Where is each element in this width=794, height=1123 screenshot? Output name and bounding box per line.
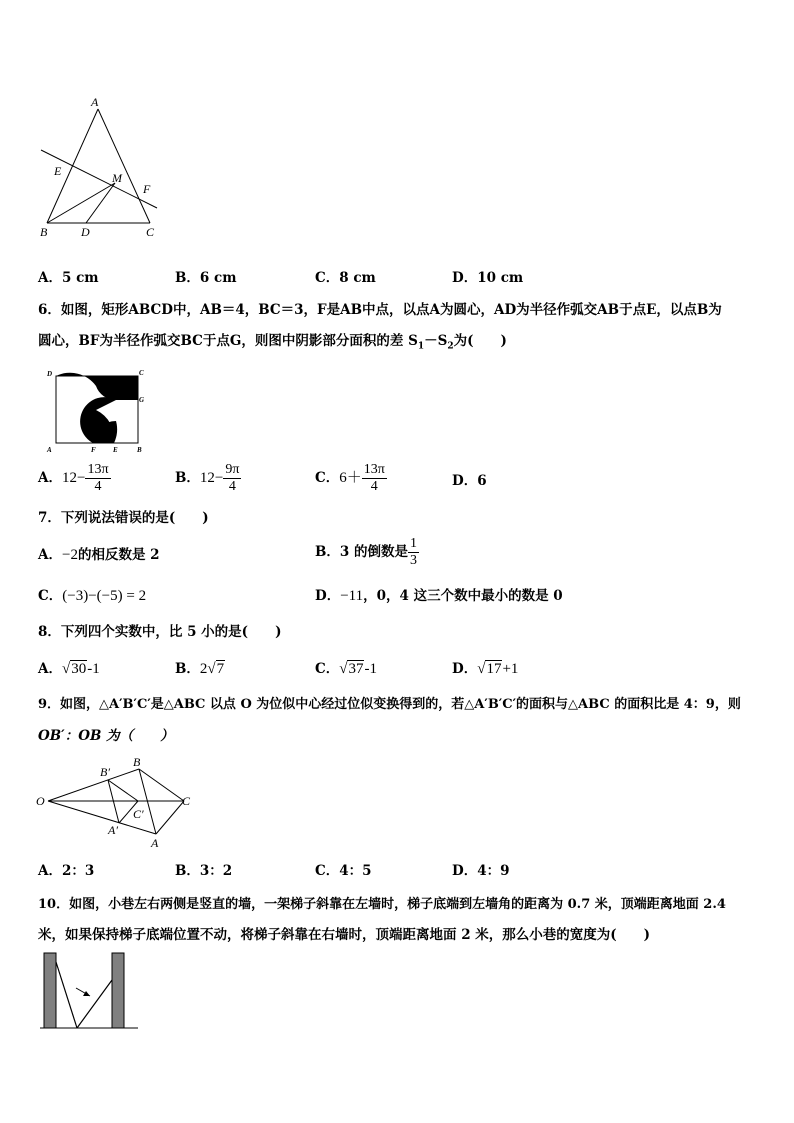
q6-stem-line1: 6．如图，矩形ABCD中，AB＝4，BC＝3，F是AB中点，以点A为圆心，AD为半径作弧交AB于点E，以点B为 [38, 302, 722, 318]
q9-homothety-figure [32, 752, 200, 852]
q6-option-a[interactable] [38, 462, 111, 495]
q6-option-b-label: B． [175, 470, 200, 486]
q5-label-a: A [91, 95, 99, 109]
q6-stem-line2-b: －S [424, 333, 448, 349]
q6-label-f: F [91, 446, 96, 454]
q7-option-a-math: −2 [61, 547, 78, 563]
q8-option-c-sqrt: √37 [339, 661, 364, 677]
q8-option-a-tail: -1 [87, 661, 100, 677]
q8-option-d[interactable] [452, 659, 518, 679]
q8-option-c-label: C． [315, 661, 340, 677]
q6-option-a-label: A． [38, 470, 62, 486]
q6-option-c-pre: 6＋ [339, 470, 362, 486]
q6-rectangle-figure [42, 366, 152, 456]
q6-option-b-pre: 12− [199, 470, 224, 486]
q6-option-c-fraction [362, 462, 387, 495]
q7-option-c-math: (−3)−(−5) = 2 [62, 588, 147, 604]
q8-option-b-pre: 2 [199, 661, 208, 677]
q7-option-b-fraction [408, 536, 419, 569]
q9-stem-line1: 9．如图，△A′B′C′是△ABC 以点 O 为位似中心经过位似变换得到的，若△A′B′C′的面积与△ABC 的面积比是 4：9，则 [38, 697, 741, 712]
q8-option-a[interactable] [38, 659, 100, 679]
q9-label-b-prime: B′ [100, 765, 110, 779]
q6-option-a-pre: 12− [61, 470, 86, 486]
q7-option-c[interactable] [38, 586, 146, 606]
q9-option-c[interactable]: C．4：5 [315, 863, 372, 879]
q6-sub1: 1 [417, 341, 425, 352]
q9-label-o: O [36, 794, 45, 808]
q9-option-a[interactable]: A．2：3 [38, 863, 95, 879]
q6-stem-line2-c: 为( ) [453, 333, 507, 349]
q8-option-c-radicand: 37 [348, 661, 364, 677]
q8-option-a-sqrt: √30 [61, 661, 87, 677]
q8-stem: 8．下列四个实数中，比 5 小的是( ) [38, 624, 282, 640]
q10-stem-line2: 米，如果保持梯子底端位置不动，将梯子斜靠在右墙时，顶端距离地面 2 米，那么小巷的宽度为( ) [38, 927, 651, 943]
q5-option-d[interactable]: D．10 cm [452, 270, 524, 286]
q6-label-e: E [113, 446, 118, 454]
q6-option-a-fraction [85, 462, 110, 495]
q7-option-b[interactable] [315, 536, 419, 569]
q7-option-b-text: B．3 的倒数是 [315, 544, 409, 560]
q7-option-a[interactable] [38, 545, 160, 565]
q6-option-c-den: 4 [370, 479, 378, 494]
q6-option-b[interactable] [175, 462, 241, 495]
q5-option-b[interactable]: B．6 cm [175, 270, 237, 286]
q7-option-a-label: A． [38, 547, 62, 563]
q6-option-c[interactable] [315, 462, 387, 495]
q5-label-e: E [54, 164, 62, 178]
q5-label-f: F [143, 182, 151, 196]
q6-option-c-num: 13π [363, 462, 385, 477]
q6-label-c: C [139, 369, 144, 377]
q6-option-d[interactable]: D．6 [452, 473, 487, 489]
q6-option-b-fraction [223, 462, 241, 495]
q6-option-c-label: C． [315, 470, 340, 486]
q6-stem-line2-a: 圆心，BF为半径作弧交BC于点G，则图中阴影部分面积的差 S [38, 333, 418, 349]
q8-option-d-tail: +1 [502, 661, 519, 677]
q8-option-a-label: A． [38, 661, 62, 677]
q6-stem-line2 [38, 331, 507, 357]
q8-option-c[interactable] [315, 659, 377, 679]
q6-sub2: 2 [447, 341, 454, 352]
q8-option-b-sqrt: √7 [207, 661, 225, 677]
q9-label-c-prime: C′ [133, 807, 144, 821]
q7-stem: 7．下列说法错误的是( ) [38, 510, 209, 526]
q7-option-d-label: D． [315, 588, 341, 604]
q9-label-a: A [151, 836, 159, 850]
q6-label-a: A [47, 446, 52, 454]
q5-option-a[interactable]: A．5 cm [38, 270, 99, 286]
q7-option-d-math: −11 [340, 588, 364, 604]
q10-stem-line1: 10．如图，小巷左右两侧是竖直的墙，一架梯子斜靠在左墙时，梯子底端到左墙角的距离为 0.7 米，顶端距离地面 2.4 [38, 897, 726, 912]
q5-label-b: B [40, 225, 48, 239]
q8-option-b-radicand: 7 [216, 661, 225, 677]
q8-option-c-tail: -1 [364, 661, 377, 677]
q5-label-c: C [146, 225, 155, 239]
q6-label-b: B [137, 446, 142, 454]
q7-option-d-text: ，0，4 这三个数中最小的数是 0 [363, 588, 563, 604]
q7-option-a-text: 的相反数是 2 [77, 547, 160, 563]
q8-option-d-sqrt: √17 [477, 661, 502, 677]
q5-option-c[interactable]: C．8 cm [315, 270, 376, 286]
q6-option-b-num: 9π [225, 462, 240, 477]
q10-alley-figure [38, 950, 143, 1032]
q8-option-a-radicand: 30 [71, 661, 87, 677]
q8-option-d-radicand: 17 [486, 661, 502, 677]
q7-option-c-label: C． [38, 588, 63, 604]
q5-label-d: D [81, 225, 90, 239]
q5-triangle-figure [35, 92, 170, 242]
q5-label-m: M [112, 171, 122, 185]
q6-option-a-num: 13π [87, 462, 109, 477]
q9-label-c: C [182, 794, 191, 808]
q9-option-d[interactable]: D．4：9 [452, 863, 510, 879]
q7-option-d[interactable] [315, 586, 563, 606]
q7-option-b-num: 1 [410, 536, 418, 551]
q9-label-a-prime: A′ [108, 823, 118, 837]
q6-option-b-den: 4 [228, 479, 236, 494]
q6-option-a-den: 4 [94, 479, 102, 494]
q8-option-b-label: B． [175, 661, 200, 677]
q6-label-d: D [47, 370, 53, 378]
q8-option-d-label: D． [452, 661, 478, 677]
q6-label-g: G [139, 396, 145, 404]
q9-option-b[interactable]: B．3：2 [175, 863, 233, 879]
q8-option-b[interactable] [175, 659, 225, 679]
q9-stem-line2: OB′：OB 为（ ） [38, 728, 174, 744]
q9-label-b: B [133, 755, 141, 769]
q7-option-b-den: 3 [410, 553, 418, 568]
